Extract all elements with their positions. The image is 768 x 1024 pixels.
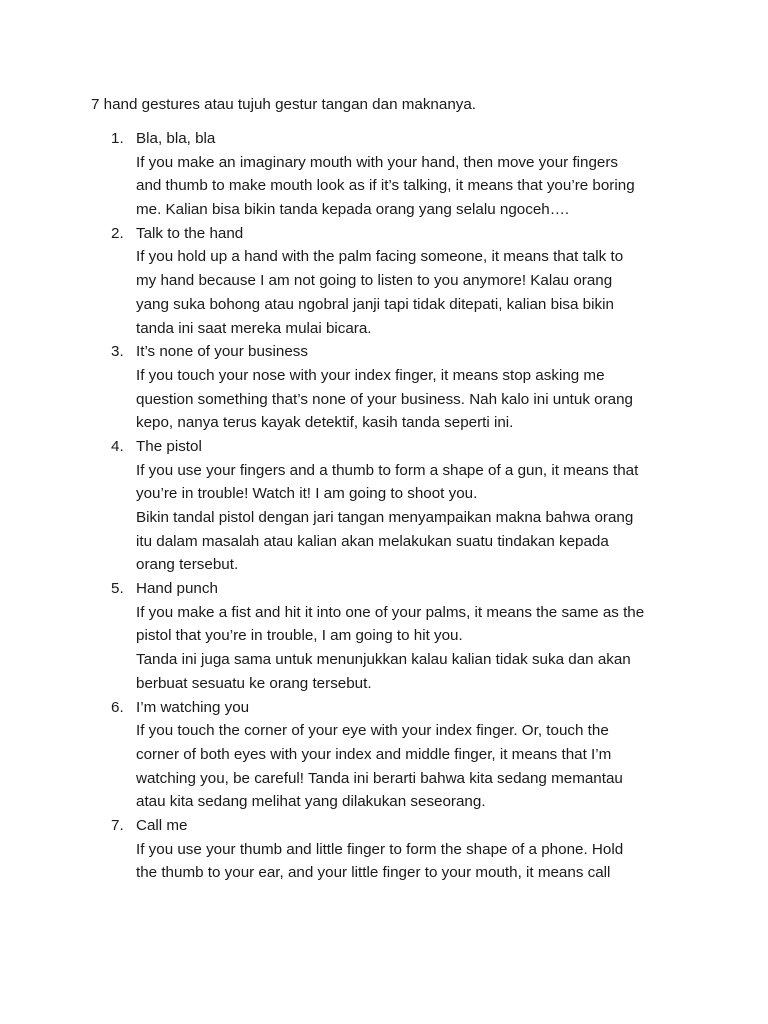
item-number: 3.: [111, 343, 124, 361]
item-heading: Hand punch: [136, 580, 218, 598]
item-text-line: the thumb to your ear, and your little finger to your mouth, it means call: [136, 864, 611, 882]
item-text-line: question something that’s none of your business. Nah kalo ini untuk orang: [136, 390, 634, 408]
item-heading: Talk to the hand: [136, 224, 244, 242]
item-text-line: If you make a fist and hit it into one of your palms, it means the same as the: [136, 603, 645, 621]
item-number: 2.: [111, 224, 124, 242]
item-text-line: corner of both eyes with your index and middle finger, it means that I’m: [136, 745, 612, 763]
item-heading: Call me: [136, 816, 188, 834]
item-text-line: and thumb to make mouth look as if it’s talking, it means that you’re boring: [136, 177, 635, 195]
item-number: 4.: [111, 437, 124, 455]
item-heading: I’m watching you: [136, 698, 250, 716]
item-heading-line: [0, 127, 768, 151]
item-text-line: tanda ini saat mereka mulai bicara.: [136, 319, 372, 337]
item-text-line: my hand because I am not going to listen to you anymore! Kalau orang: [136, 272, 613, 290]
item-number: 7.: [111, 816, 124, 834]
item-text-line: Bikin tandal pistol dengan jari tangan menyampaikan makna bahwa orang: [136, 509, 634, 526]
item-text-line: If you touch your nose with your index finger, it means stop asking me: [136, 366, 605, 384]
list-item: [0, 696, 768, 814]
item-heading-line: [0, 696, 768, 720]
item-heading-line: [0, 577, 768, 601]
item-heading-line: [0, 435, 768, 459]
item-heading: The pistol: [136, 437, 202, 455]
list-item: [0, 814, 768, 885]
item-heading-line: [0, 222, 768, 246]
item-heading-line: [0, 340, 768, 364]
item-text-line: If you make an imaginary mouth with your hand, then move your fingers: [136, 153, 619, 171]
item-heading: Bla, bla, bla: [136, 130, 216, 147]
item-number: 1.: [111, 130, 124, 147]
item-text-line: berbuat sesuatu ke orang tersebut.: [136, 674, 372, 692]
item-number: 6.: [111, 698, 124, 716]
item-text-line: If you hold up a hand with the palm facing someone, it means that talk to: [136, 248, 624, 266]
page-title: 7 hand gestures atau tujuh gestur tangan dan maknanya.: [91, 96, 477, 113]
list-item: [0, 127, 768, 222]
list-item: [0, 577, 768, 695]
item-number: 5.: [111, 580, 124, 598]
item-text-line: Tanda ini juga sama untuk menunjukkan kalau kalian tidak suka dan akan: [136, 651, 631, 669]
item-text-line: kepo, nanya terus kayak detektif, kasih tanda seperti ini.: [136, 414, 514, 432]
item-text-line: watching you, be careful! Tanda ini berarti bahwa kita sedang memantau: [136, 769, 623, 787]
item-text-line: yang suka bohong atau ngobral janji tapi tidak ditepati, kalian bisa bikin: [136, 295, 614, 313]
item-text-line: pistol that you’re in trouble, I am going to hit you.: [136, 627, 463, 645]
item-text-line: me. Kalian bisa bikin tanda kepada orang yang selalu ngoceh….: [136, 201, 570, 219]
list-item: [0, 222, 768, 340]
item-heading-line: [0, 814, 768, 838]
item-text-line: you’re in trouble! Watch it! I am going to shoot you.: [136, 485, 478, 503]
item-text-line: orang tersebut.: [136, 556, 239, 574]
item-text-line: atau kita sedang melihat yang dilakukan seseorang.: [136, 793, 486, 811]
item-text-line: If you use your fingers and a thumb to form a shape of a gun, it means that: [136, 461, 639, 479]
item-text-line: itu dalam masalah atau kalian akan melakukan suatu tindakan kepada: [136, 532, 609, 550]
item-text-line: If you use your thumb and little finger to form the shape of a phone. Hold: [136, 840, 624, 858]
item-text-line: If you touch the corner of your eye with your index finger. Or, touch the: [136, 722, 609, 740]
list-item: [0, 340, 768, 435]
gesture-list: [0, 127, 768, 885]
item-heading: It’s none of your business: [136, 343, 308, 361]
list-item: [0, 435, 768, 577]
